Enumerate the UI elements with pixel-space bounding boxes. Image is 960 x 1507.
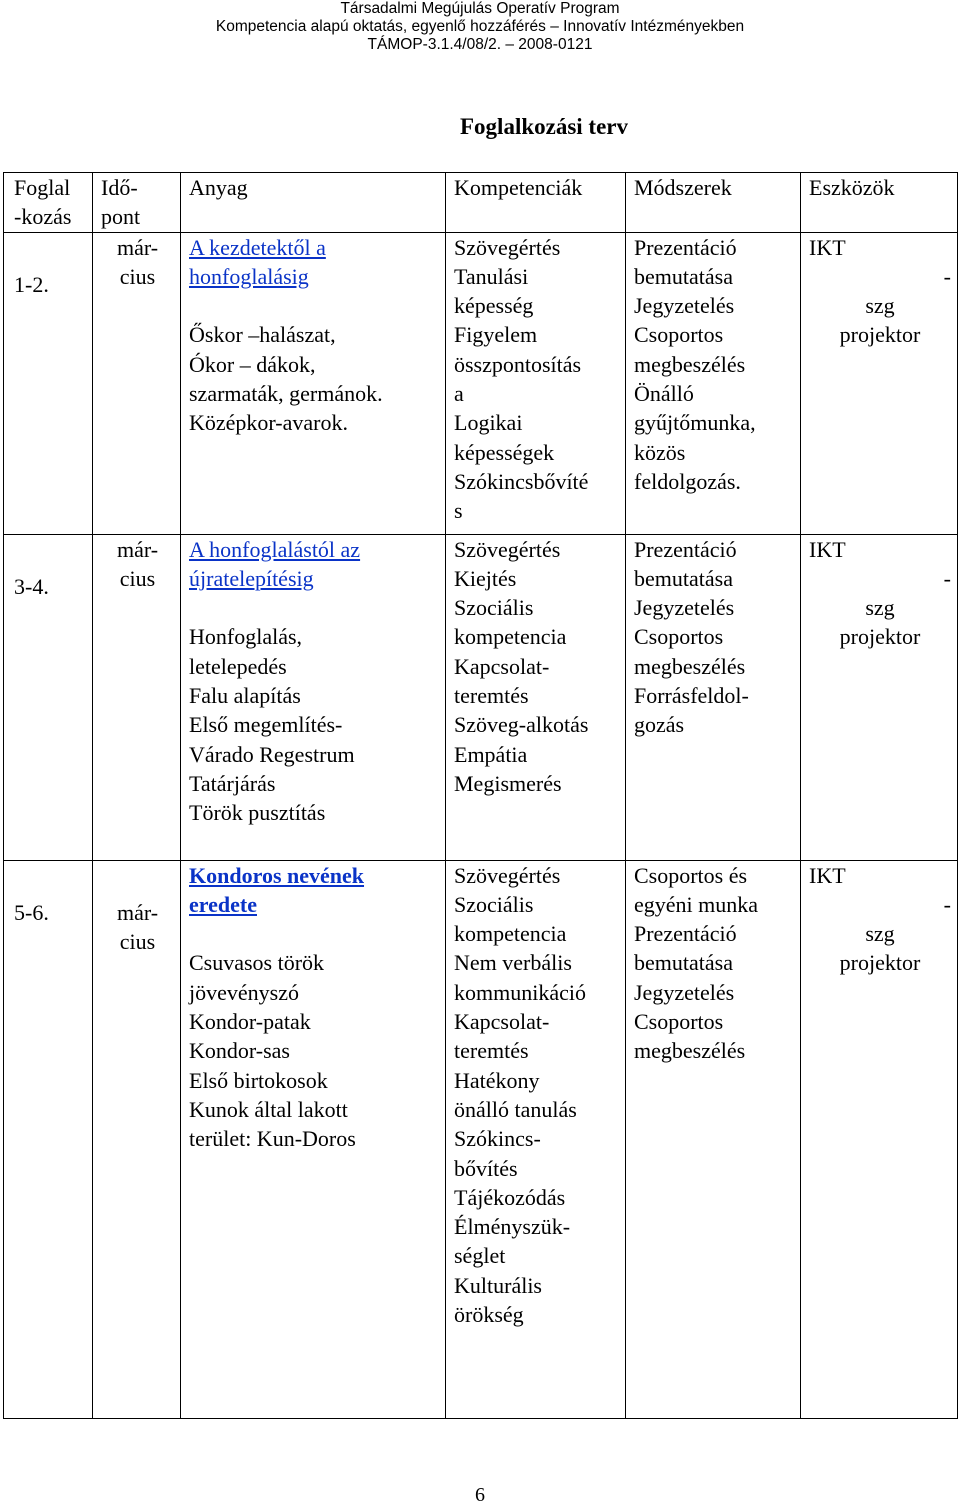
lesson-methods: Prezentáció bemutatása Jegyzetelés Csoportos megbeszélés Önálló gyűjtőmunka, közös feldolgozás.: [626, 232, 801, 534]
lesson-methods: Csoportos és egyéni munka Prezentáció bemutatása Jegyzetelés Csoportos megbeszélés: [626, 860, 801, 1418]
topic-title-link[interactable]: eredete: [189, 891, 257, 917]
header-methods: Módszerek: [626, 173, 801, 233]
header-tools: Eszközök: [801, 173, 958, 233]
table-row: [4, 860, 958, 1418]
header-lesson-number: Foglal -kozás: [4, 173, 93, 233]
lesson-tools: IKT - szg projektor: [801, 860, 958, 1418]
topic-title-link[interactable]: honfoglalásig: [189, 263, 309, 289]
lesson-competencies: Szövegértés Kiejtés Szociális kompetencia Kapcsolat- teremtés Szöveg-alkotás Empátia Megismerés: [446, 534, 626, 860]
lesson-number: 5-6.: [4, 860, 93, 1418]
header-project-code: TÁMOP-3.1.4/08/2. – 2008-0121: [367, 36, 593, 53]
lesson-material: A honfoglalástól az újratelepítésig Honfoglalás, letelepedés Falu alapítás Első megemlítés- Várado Regestrum Tatárjárás Török pusztítás: [181, 534, 446, 860]
page-number: 6: [475, 1484, 485, 1506]
lesson-tools: IKT - szg projektor: [801, 534, 958, 860]
table-header-row: [4, 173, 958, 233]
lesson-competencies: Szövegértés Szociális kompetencia Nem verbális kommunikáció Kapcsolat- teremtés Hatékony önálló tanulás Szókincs- bővítés Tájékozódás Élményszük- séglet Kulturális örökség: [446, 860, 626, 1418]
table-row: [4, 534, 958, 860]
header-material: Anyag: [181, 173, 446, 233]
lesson-material: A kezdetektől a honfoglalásig Őskor –halászat, Ókor – dákok, szarmaták, germánok. Középkor-avarok.: [181, 232, 446, 534]
topic-title-link[interactable]: A honfoglalástól az: [189, 536, 361, 562]
lesson-time: már- cius: [93, 232, 181, 534]
lesson-plan-table: [3, 172, 958, 1419]
page-header: [0, 0, 960, 54]
document-title: Foglalkozási terv: [460, 114, 628, 139]
lesson-time: már- cius: [93, 860, 181, 1418]
topic-title-link[interactable]: A kezdetektől a: [189, 234, 326, 260]
header-time: Idő- pont: [93, 173, 181, 233]
header-program: Társadalmi Megújulás Operatív Program: [340, 0, 620, 17]
lesson-competencies: Szövegértés Tanulási képesség Figyelem összpontosítás a Logikai képességek Szókincsbővíté s: [446, 232, 626, 534]
lesson-methods: Prezentáció bemutatása Jegyzetelés Csoportos megbeszélés Forrásfeldol- gozás: [626, 534, 801, 860]
lesson-material: Kondoros nevének eredete Csuvasos török jövevényszó Kondor-patak Kondor-sas Első birtokosok Kunok által lakott terület: Kun-Doros: [181, 860, 446, 1418]
lesson-tools: IKT - szg projektor: [801, 232, 958, 534]
table-row: [4, 232, 958, 534]
topic-title-link[interactable]: Kondoros nevének: [189, 862, 365, 888]
lesson-number: 3-4.: [4, 534, 93, 860]
header-competencies: Kompetenciák: [446, 173, 626, 233]
header-subtitle: Kompetencia alapú oktatás, egyenlő hozzáférés – Innovatív Intézményekben: [215, 18, 745, 35]
topic-title-link[interactable]: újratelepítésig: [189, 565, 314, 591]
lesson-time: már- cius: [93, 534, 181, 860]
lesson-number: 1-2.: [4, 232, 93, 534]
